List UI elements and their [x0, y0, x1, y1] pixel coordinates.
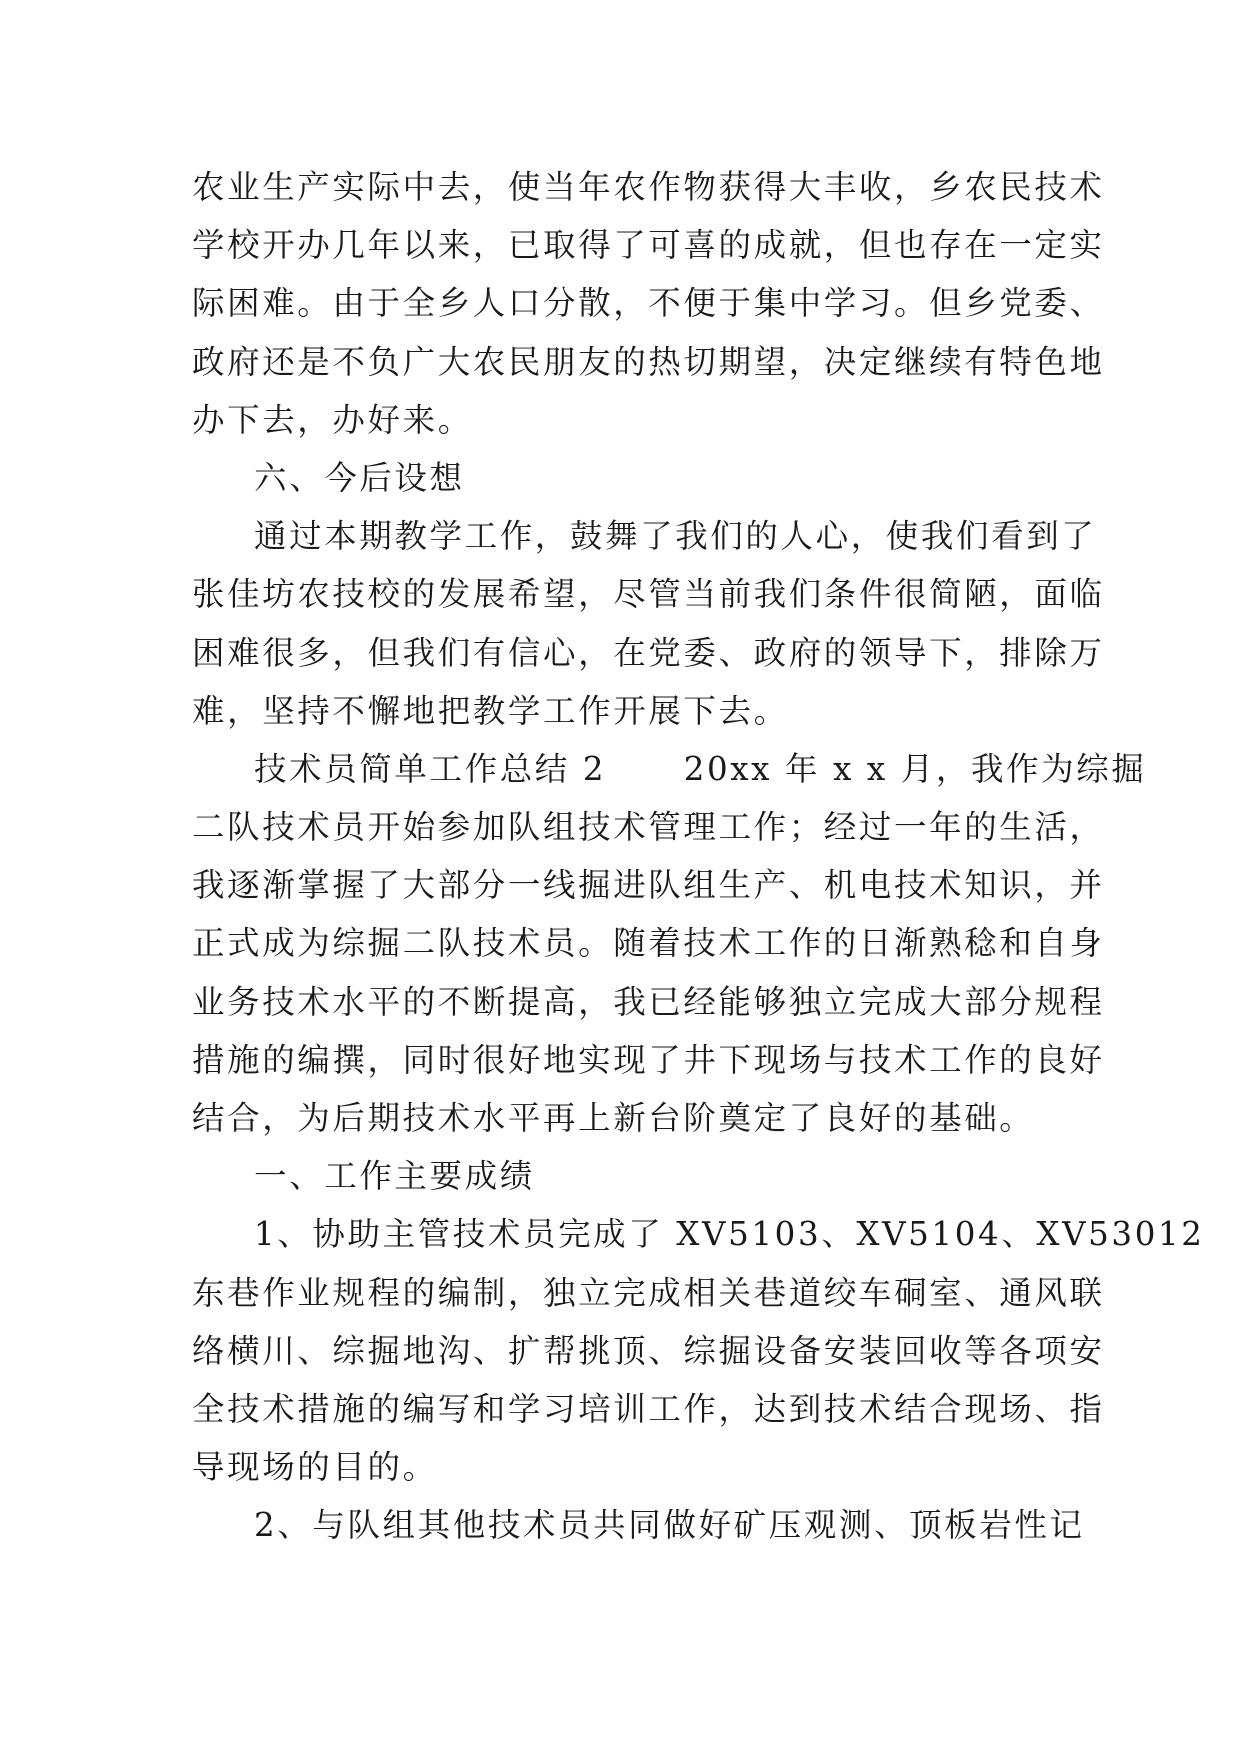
text-line: 农业生产实际中去，使当年农作物获得大丰收，乡农民技术	[192, 168, 1105, 206]
document-body	[192, 158, 1205, 1555]
text-line: 际困难。由于全乡人口分散，不便于集中学习。但乡党委、	[192, 284, 1105, 323]
text-line: 张佳坊农技校的发展希望，尽管当前我们条件很简陋，面临	[192, 575, 1105, 614]
text-line: 业务技术水平的不断提高，我已经能够独立完成大部分规程	[192, 982, 1105, 1021]
text-line: 措施的编撰，同时很好地实现了井下现场与技术工作的良好	[192, 1040, 1105, 1079]
text-line: 我逐渐掌握了大部分一线掘进队组生产、机电技术知识，并	[192, 866, 1105, 905]
text-line: 通过本期教学工作，鼓舞了我们的人心，使我们看到了	[254, 517, 1097, 556]
text-line: 一、工作主要成绩	[254, 1157, 535, 1196]
text-line: 技术员简单工作总结 2 20xx 年 x x 月，我作为综掘	[254, 749, 1147, 788]
text-line: 办下去，办好来。	[192, 400, 473, 439]
text-line: 络横川、综掘地沟、扩帮挑顶、综掘设备安装回收等各项安	[192, 1331, 1105, 1370]
text-line: 1、协助主管技术员完成了 XV5103、XV5104、XV53012	[254, 1215, 1205, 1254]
text-line: 东巷作业规程的编制，独立完成相关巷道绞车硐室、通风联	[192, 1273, 1105, 1312]
text-line: 结合，为后期技术水平再上新台阶奠定了良好的基础。	[192, 1099, 1035, 1137]
text-line: 学校开办几年以来，已取得了可喜的成就，但也存在一定实	[192, 226, 1105, 265]
text-line: 正式成为综掘二队技术员。随着技术工作的日渐熟稔和自身	[192, 924, 1105, 963]
text-line: 导现场的目的。	[192, 1448, 438, 1487]
text-line: 政府还是不负广大农民朋友的热切期望，决定继续有特色地	[192, 342, 1105, 381]
text-line: 难，坚持不懈地把教学工作开展下去。	[192, 691, 789, 730]
text-line: 二队技术员开始参加队组技术管理工作；经过一年的生活，	[192, 808, 1105, 847]
text-line: 全技术措施的编写和学习培训工作，达到技术结合现场、指	[192, 1389, 1105, 1428]
text-line: 困难很多，但我们有信心，在党委、政府的领导下，排除万	[192, 633, 1105, 672]
text-line: 六、今后设想	[254, 458, 465, 497]
text-line: 2、与队组其他技术员共同做好矿压观测、顶板岩性记	[254, 1506, 1085, 1545]
